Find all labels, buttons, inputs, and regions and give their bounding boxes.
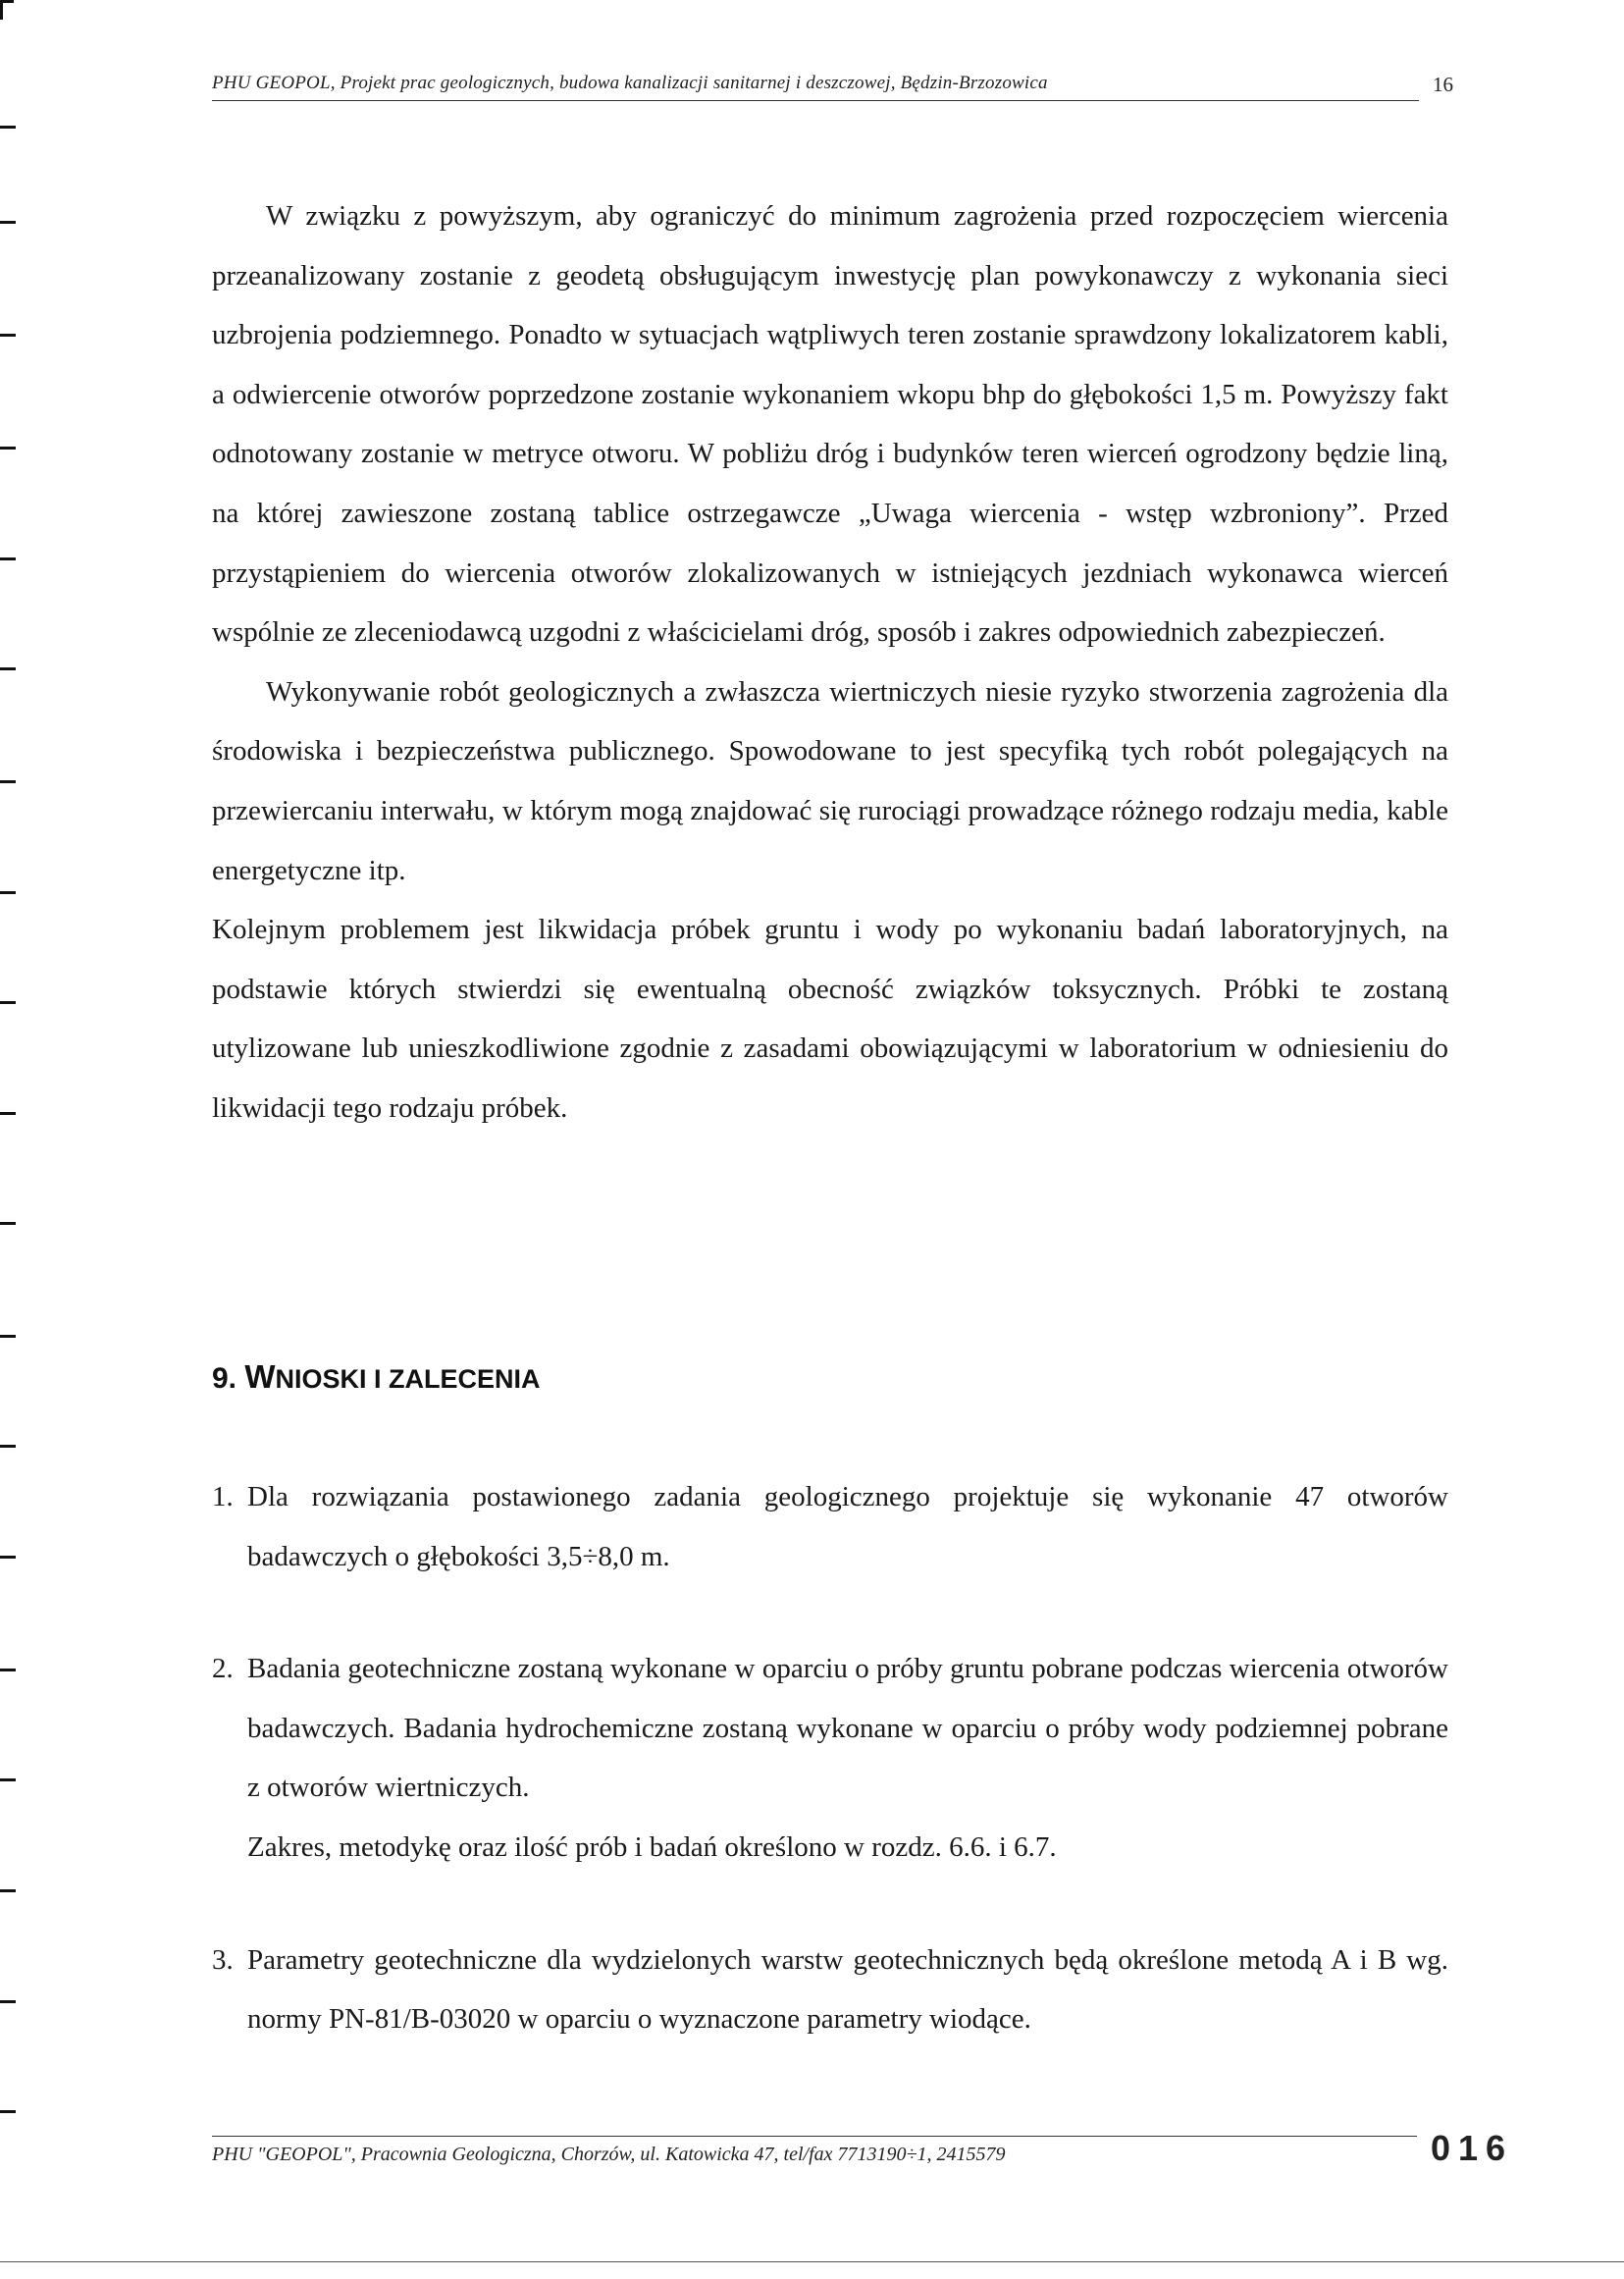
list-item-number: 1. bbox=[212, 1481, 234, 1512]
scan-edge-mark bbox=[0, 1556, 16, 1559]
scan-edge-mark bbox=[0, 1335, 16, 1338]
scan-edge-mark bbox=[0, 0, 3, 20]
scan-edge-mark bbox=[0, 1001, 16, 1004]
scan-edge-mark bbox=[0, 1112, 16, 1115]
section-heading bbox=[212, 1358, 541, 1396]
scan-edge-mark bbox=[0, 221, 16, 224]
list-item-text: Parametry geotechniczne dla wydzielonych warstw geotechnicznych będą określone metodą A i B wg. normy PN-81/B-03020 w oparciu o wyznaczone parametry wiodące. bbox=[247, 1943, 1448, 2036]
list-item-text: Badania geotechniczne zostaną wykonane w oparciu o próby gruntu pobrane podczas wiercenia otworów badawczych. Badania hydrochemiczne zostaną wykonane w oparciu o próby wody podziemnej pobrane z otworów wiertniczych. bbox=[247, 1653, 1448, 1804]
scan-edge-mark bbox=[0, 667, 16, 670]
scan-bottom-edge bbox=[0, 2261, 1624, 2262]
body-text bbox=[212, 186, 1448, 1139]
scan-edge-mark bbox=[0, 447, 16, 450]
conclusions-list bbox=[212, 1467, 1448, 2049]
scan-edge-mark bbox=[0, 557, 16, 560]
scan-edge-mark bbox=[0, 1669, 16, 1671]
section-number: 9. bbox=[212, 1362, 237, 1395]
paragraph: Kolejnym problemem jest likwidacja próbek gruntu i wody po wykonaniu badań laboratoryjnych, na podstawie których stwierdzi się ewentualną obecność związków toksycznych. Próbki te zostaną utylizowane lub unieszkodliwione zgodnie z zasadami obowiązującymi w laboratorium w odniesieniu do likwidacji tego rodzaju próbek. bbox=[212, 914, 1448, 1124]
list-item-text: Dla rozwiązania postawionego zadania geologicznego projektuje się wykonanie 47 otworów badawczych o głębokości 3,5÷8,0 m. bbox=[247, 1481, 1448, 1572]
list-item bbox=[212, 1467, 1448, 1586]
page-header bbox=[212, 61, 1419, 101]
scan-edge-mark bbox=[0, 891, 16, 894]
header-text: PHU GEOPOL, Projekt prac geologicznych, budowa kanalizacji sanitarnej i deszczowej, Będzin-Brzozowica bbox=[212, 73, 1048, 93]
footer-text: PHU "GEOPOL", Pracownia Geologiczna, Chorzów, ul. Katowicka 47, tel/fax 7713190÷1, 2415579 bbox=[212, 2144, 1006, 2165]
scan-edge-mark bbox=[0, 1222, 16, 1225]
paragraph: W związku z powyższym, aby ograniczyć do minimum zagrożenia przed rozpoczęciem wiercenia przeanalizowany zostanie z geodetą obsługującym inwestycję plan powykonawczy z wykonania sieci uzbrojenia podziemnego. Ponadto w sytuacjach wątpliwych teren zostanie sprawdzony lokalizatorem kabli, a odwiercenie otworów poprzedzone zostanie wykonaniem wkopu bhp do głębokości 1,5 m. Powyższy fakt odnotowany zostanie w metryce otworu. W pobliżu dróg i budynków teren wierceń ogrodzony będzie liną, na której zawieszone zostaną tablice ostrzegawcze „Uwaga wiercenia - wstęp wzbroniony”. Przed przystąpieniem do wiercenia otworów zlokalizowanych w istniejących jezdniach wykonawca wierceń wspólnie ze zleceniodawcą uzgodni z właścicielami dróg, sposób i zakres odpowiednich zabezpieczeń. bbox=[212, 200, 1448, 649]
list-item bbox=[212, 1639, 1448, 1877]
page-stamp: 016 bbox=[1431, 2128, 1514, 2168]
scan-edge-mark bbox=[0, 1889, 16, 1892]
list-item-number: 2. bbox=[212, 1653, 234, 1685]
scan-edge-mark bbox=[0, 2110, 16, 2113]
page-number: 16 bbox=[1433, 73, 1453, 96]
list-item bbox=[212, 1931, 1448, 2049]
list-item-note: Zakres, metodykę oraz ilość prób i badań określono w rozdz. 6.6. i 6.7. bbox=[247, 1830, 1057, 1863]
scan-edge-mark bbox=[0, 2000, 16, 2003]
scan-edge-mark bbox=[0, 1445, 16, 1448]
section-title-initial: W bbox=[244, 1358, 276, 1395]
footer-rule bbox=[212, 2136, 1417, 2137]
list-item-number: 3. bbox=[212, 1943, 234, 1976]
scan-edge-mark bbox=[0, 780, 16, 783]
scan-edge-mark bbox=[0, 334, 16, 337]
paragraph: Wykonywanie robót geologicznych a zwłaszcza wiertniczych niesie ryzyko stworzenia zagrożenia dla środowiska i bezpieczeństwa publicznego. Spowodowane to jest specyfiką tych robót polegających na przewiercaniu interwału, w którym mogą znajdować się rurociągi prowadzące różnego rodzaju media, kable energetyczne itp. bbox=[212, 675, 1448, 886]
section-title-rest: NIOSKI I ZALECENIA bbox=[275, 1364, 541, 1394]
scan-edge-mark bbox=[0, 1778, 16, 1781]
scan-edge-mark bbox=[0, 0, 14, 3]
scan-edge-mark bbox=[0, 126, 16, 129]
